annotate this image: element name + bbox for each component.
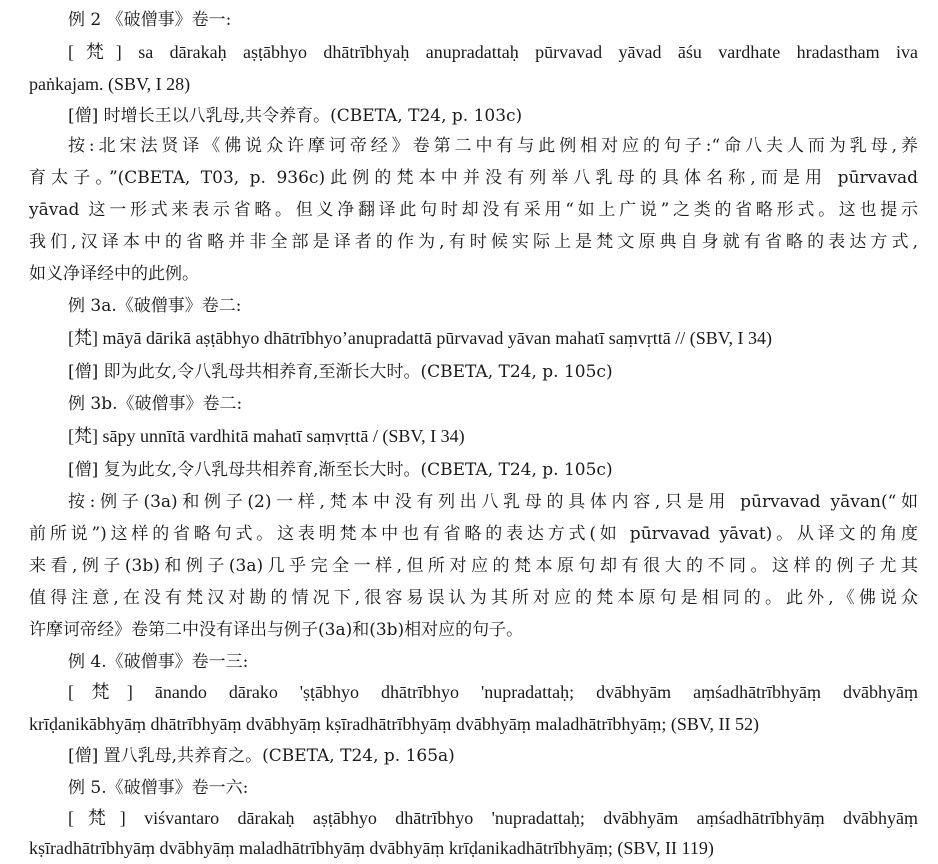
sanskrit-line: [梵] viśvantaro dārakaḥ aṣṭābhyo dhātrībhyo 'nupradattaḥ; dvābhyām aṃśadhātrībhyāṃ dvābhyāṃ (68, 808, 918, 828)
example-3a-heading: 例 3a.《破僧事》卷二: (68, 296, 242, 316)
example-3b-heading: 例 3b.《破僧事》卷二: (68, 394, 243, 414)
chinese-translation-line: [僧] 即为此女,令八乳母共相养育,至渐长大时。(CBETA, T24, p. 105c) (68, 362, 613, 382)
commentary-line: 许摩诃帝经》卷第二中没有译出与例子(3a)和(3b)相对应的句子。 (29, 620, 524, 640)
sanskrit-line: [梵] māyā dārikā aṣṭābhyo dhātrībhyo’anupradattā pūrvavad yāvan mahatī saṃvṛttā // (SBV, I 34) (68, 328, 772, 348)
chinese-translation-line: [僧] 时增长王以八乳母,共令养育。(CBETA, T24, p. 103c) (68, 106, 523, 126)
example-2-heading: 例 2 《破僧事》卷一: (68, 10, 232, 30)
commentary-line: 我们,汉译本中的省略并非全部是译者的作为,有时候实际上是梵文原典自身就有省略的表达方式, (29, 232, 918, 252)
example-4-heading: 例 4.《破僧事》卷一三: (68, 652, 249, 672)
commentary-line: 如义净译经中的此例。 (29, 264, 199, 284)
sanskrit-line: kṣīradhātrībhyāṃ dvābhyāṃ maladhātrībhyāṃ dvābhyāṃ krīḍanikadhātrībhyāṃ; (SBV, II 119) (29, 838, 714, 858)
sanskrit-line: krīḍanikābhyāṃ dhātrībhyāṃ dvābhyāṃ kṣīradhātrībhyāṃ dvābhyāṃ maladhātrībhyāṃ; (SBV, II 52) (29, 714, 759, 734)
sanskrit-line: [梵] sa dārakaḥ aṣṭābhyo dhātrībhyaḥ anupradattaḥ pūrvavad yāvad āśu vardhate hradastham iva (68, 42, 918, 62)
sanskrit-line: paṅkajam. (SBV, I 28) (29, 74, 191, 94)
sanskrit-line: [梵] ānando dārako 'ṣṭābhyo dhātrībhyo 'nupradattaḥ; dvābhyām aṃśadhātrībhyāṃ dvābhyāṃ (68, 682, 918, 702)
commentary-line: 按:北宋法贤译《佛说众许摩诃帝经》卷第二中有与此例相对应的句子:“命八夫人而为乳母,养 (68, 136, 918, 156)
commentary-line: 按:例子(3a)和例子(2)一样,梵本中没有列出八乳母的具体内容,只是用 pūrvavad yāvan(“如 (68, 492, 918, 512)
commentary-line: 来看,例子(3b)和例子(3a)几乎完全一样,但所对应的梵本原句却有很大的不同。这样的例子尤其 (29, 556, 918, 576)
example-5-heading: 例 5.《破僧事》卷一六: (68, 778, 249, 798)
chinese-translation-line: [僧] 置八乳母,共养育之。(CBETA, T24, p. 165a) (68, 746, 455, 766)
commentary-line: 育太子。”(CBETA, T03, p. 936c)此例的梵本中并没有列举八乳母的具体名称,而是用 pūrvavad (29, 168, 918, 188)
commentary-line: 值得注意,在没有梵汉对勘的情况下,很容易误认为其所对应的梵本原句是相同的。此外,《佛说众 (29, 588, 918, 608)
sanskrit-line: [梵] sāpy unnītā vardhitā mahatī saṃvṛttā / (SBV, I 34) (68, 426, 465, 446)
chinese-translation-line: [僧] 复为此女,令八乳母共相养育,渐至长大时。(CBETA, T24, p. 105c) (68, 460, 613, 480)
commentary-line: 前所说”)这样的省略句式。这表明梵本中也有省略的表达方式(如 pūrvavad yāvat)。从译文的角度 (29, 524, 918, 544)
commentary-line: yāvad 这一形式来表示省略。但义净翻译此句时却没有采用“如上广说”之类的省略形式。这也提示 (29, 200, 918, 220)
